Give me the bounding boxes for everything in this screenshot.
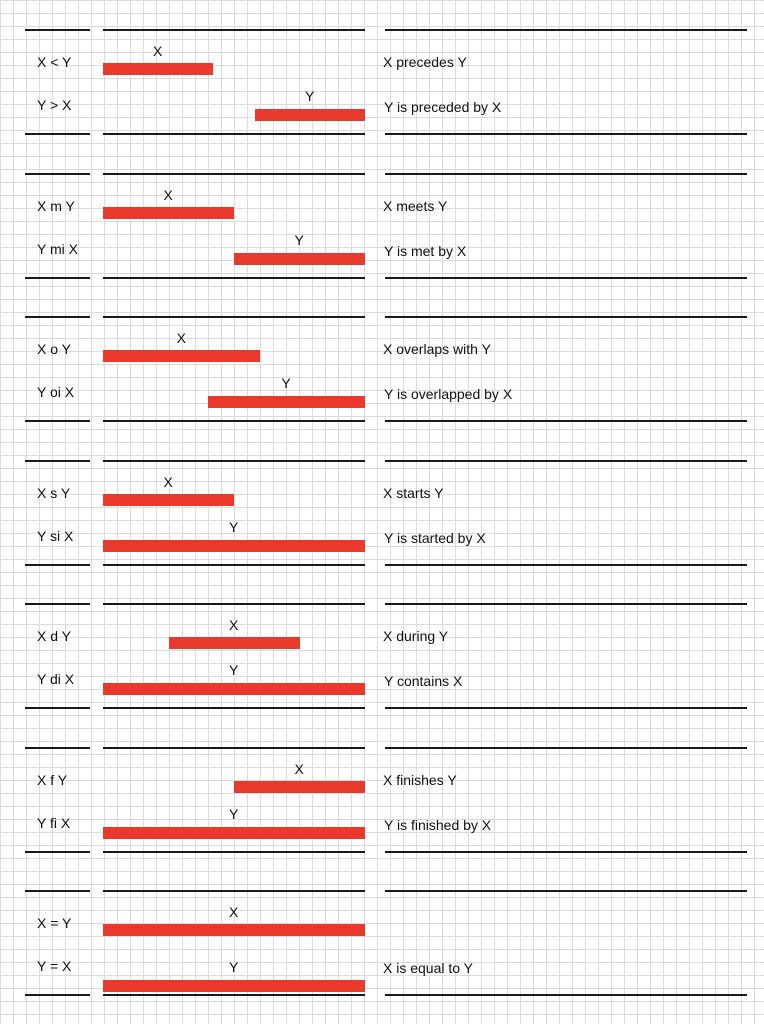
inverse-description: Y is overlapped by X bbox=[384, 386, 513, 402]
rule-top-bars bbox=[103, 316, 365, 318]
relation-description: X starts Y bbox=[383, 484, 444, 501]
rule-bottom-symbol bbox=[25, 133, 90, 135]
interval-y-bar bbox=[208, 396, 365, 408]
relation-symbol: X = Y bbox=[37, 915, 72, 931]
interval-y-label: Y bbox=[229, 959, 239, 975]
rule-bottom-bars bbox=[103, 707, 365, 709]
interval-x-label: X bbox=[229, 904, 239, 920]
rule-bottom-description bbox=[385, 851, 747, 853]
rule-bottom-symbol bbox=[25, 851, 90, 853]
interval-x-bar bbox=[103, 494, 234, 506]
relation-symbol: X s Y bbox=[37, 484, 71, 501]
interval-y-bar bbox=[103, 980, 365, 992]
relation-symbol: X < Y bbox=[37, 54, 72, 70]
rule-top-bars bbox=[103, 29, 365, 31]
interval-x-label: X bbox=[229, 617, 239, 633]
interval-y-label: Y bbox=[304, 88, 315, 104]
interval-x-label: X bbox=[163, 473, 173, 490]
rule-bottom-description bbox=[385, 707, 747, 709]
relation-description: X is equal to Y bbox=[383, 960, 474, 976]
rule-bottom-bars bbox=[103, 564, 365, 566]
rule-bottom-symbol bbox=[25, 277, 90, 279]
relation-description: X during Y bbox=[383, 628, 449, 644]
rule-top-bars bbox=[103, 173, 365, 175]
inverse-symbol: Y = X bbox=[37, 958, 72, 974]
relation-description: X meets Y bbox=[383, 197, 448, 214]
rule-top-description bbox=[385, 29, 747, 31]
rule-top-description bbox=[385, 603, 747, 605]
rule-bottom-description bbox=[385, 564, 747, 566]
inverse-description: Y is started by X bbox=[384, 529, 486, 546]
rule-bottom-bars bbox=[103, 851, 365, 853]
relation-description: X overlaps with Y bbox=[383, 341, 491, 357]
interval-x-bar bbox=[103, 207, 234, 219]
interval-y-label: Y bbox=[229, 662, 239, 678]
interval-x-bar bbox=[103, 63, 213, 75]
interval-y-bar bbox=[255, 109, 365, 121]
rule-bottom-bars bbox=[103, 277, 365, 279]
interval-x-label: X bbox=[294, 760, 304, 777]
interval-y-label: Y bbox=[281, 375, 291, 391]
interval-y-label: Y bbox=[229, 518, 239, 535]
relation-symbol: X m Y bbox=[37, 197, 75, 214]
relation-description: X finishes Y bbox=[383, 771, 457, 788]
rule-bottom-description bbox=[385, 133, 747, 135]
rule-bottom-bars bbox=[103, 133, 365, 135]
interval-x-bar bbox=[169, 637, 300, 649]
rule-top-bars bbox=[103, 460, 365, 462]
inverse-symbol: Y > X bbox=[37, 97, 72, 113]
rule-top-bars bbox=[103, 603, 365, 605]
interval-y-label: Y bbox=[229, 805, 239, 822]
interval-x-bar bbox=[103, 924, 365, 936]
rule-bottom-description bbox=[385, 994, 747, 996]
rule-bottom-symbol bbox=[25, 707, 90, 709]
interval-y-bar bbox=[103, 540, 365, 552]
rule-top-symbol bbox=[25, 460, 90, 462]
rule-top-symbol bbox=[25, 603, 90, 605]
interval-x-bar bbox=[103, 350, 260, 362]
rule-top-description bbox=[385, 460, 747, 462]
rule-bottom-description bbox=[385, 277, 747, 279]
interval-x-label: X bbox=[153, 43, 163, 59]
rule-top-symbol bbox=[25, 316, 90, 318]
rule-top-symbol bbox=[25, 29, 90, 31]
relation-symbol: X o Y bbox=[37, 341, 71, 357]
inverse-description: Y contains X bbox=[384, 673, 463, 689]
rule-top-bars bbox=[103, 747, 365, 749]
inverse-symbol: Y di X bbox=[37, 671, 75, 687]
relation-symbol: X d Y bbox=[37, 628, 71, 644]
relation-description: X precedes Y bbox=[383, 54, 467, 70]
relation-symbol: X f Y bbox=[37, 771, 68, 788]
interval-x-label: X bbox=[163, 186, 173, 203]
interval-x-label: X bbox=[176, 330, 186, 346]
rule-bottom-description bbox=[385, 420, 747, 422]
rule-bottom-symbol bbox=[25, 564, 90, 566]
rule-top-symbol bbox=[25, 173, 90, 175]
interval-y-label: Y bbox=[294, 231, 304, 248]
inverse-description: Y is met by X bbox=[384, 242, 467, 259]
interval-x-bar bbox=[234, 781, 365, 793]
inverse-symbol: Y oi X bbox=[37, 384, 75, 400]
rule-top-description bbox=[385, 890, 747, 892]
interval-y-bar bbox=[234, 253, 365, 265]
inverse-symbol: Y si X bbox=[37, 527, 74, 544]
interval-y-bar bbox=[103, 683, 365, 695]
rule-top-symbol bbox=[25, 890, 90, 892]
rule-top-description bbox=[385, 173, 747, 175]
inverse-description: Y is finished by X bbox=[384, 816, 492, 833]
inverse-description: Y is preceded by X bbox=[384, 99, 502, 115]
rule-bottom-bars bbox=[103, 994, 365, 996]
interval-y-bar bbox=[103, 827, 365, 839]
rule-top-description bbox=[385, 316, 747, 318]
rule-bottom-symbol bbox=[25, 994, 90, 996]
inverse-symbol: Y mi X bbox=[37, 240, 78, 257]
rule-bottom-symbol bbox=[25, 420, 90, 422]
rule-top-bars bbox=[103, 890, 365, 892]
rule-bottom-bars bbox=[103, 420, 365, 422]
inverse-symbol: Y fi X bbox=[37, 814, 71, 831]
rule-top-description bbox=[385, 747, 747, 749]
rule-top-symbol bbox=[25, 747, 90, 749]
